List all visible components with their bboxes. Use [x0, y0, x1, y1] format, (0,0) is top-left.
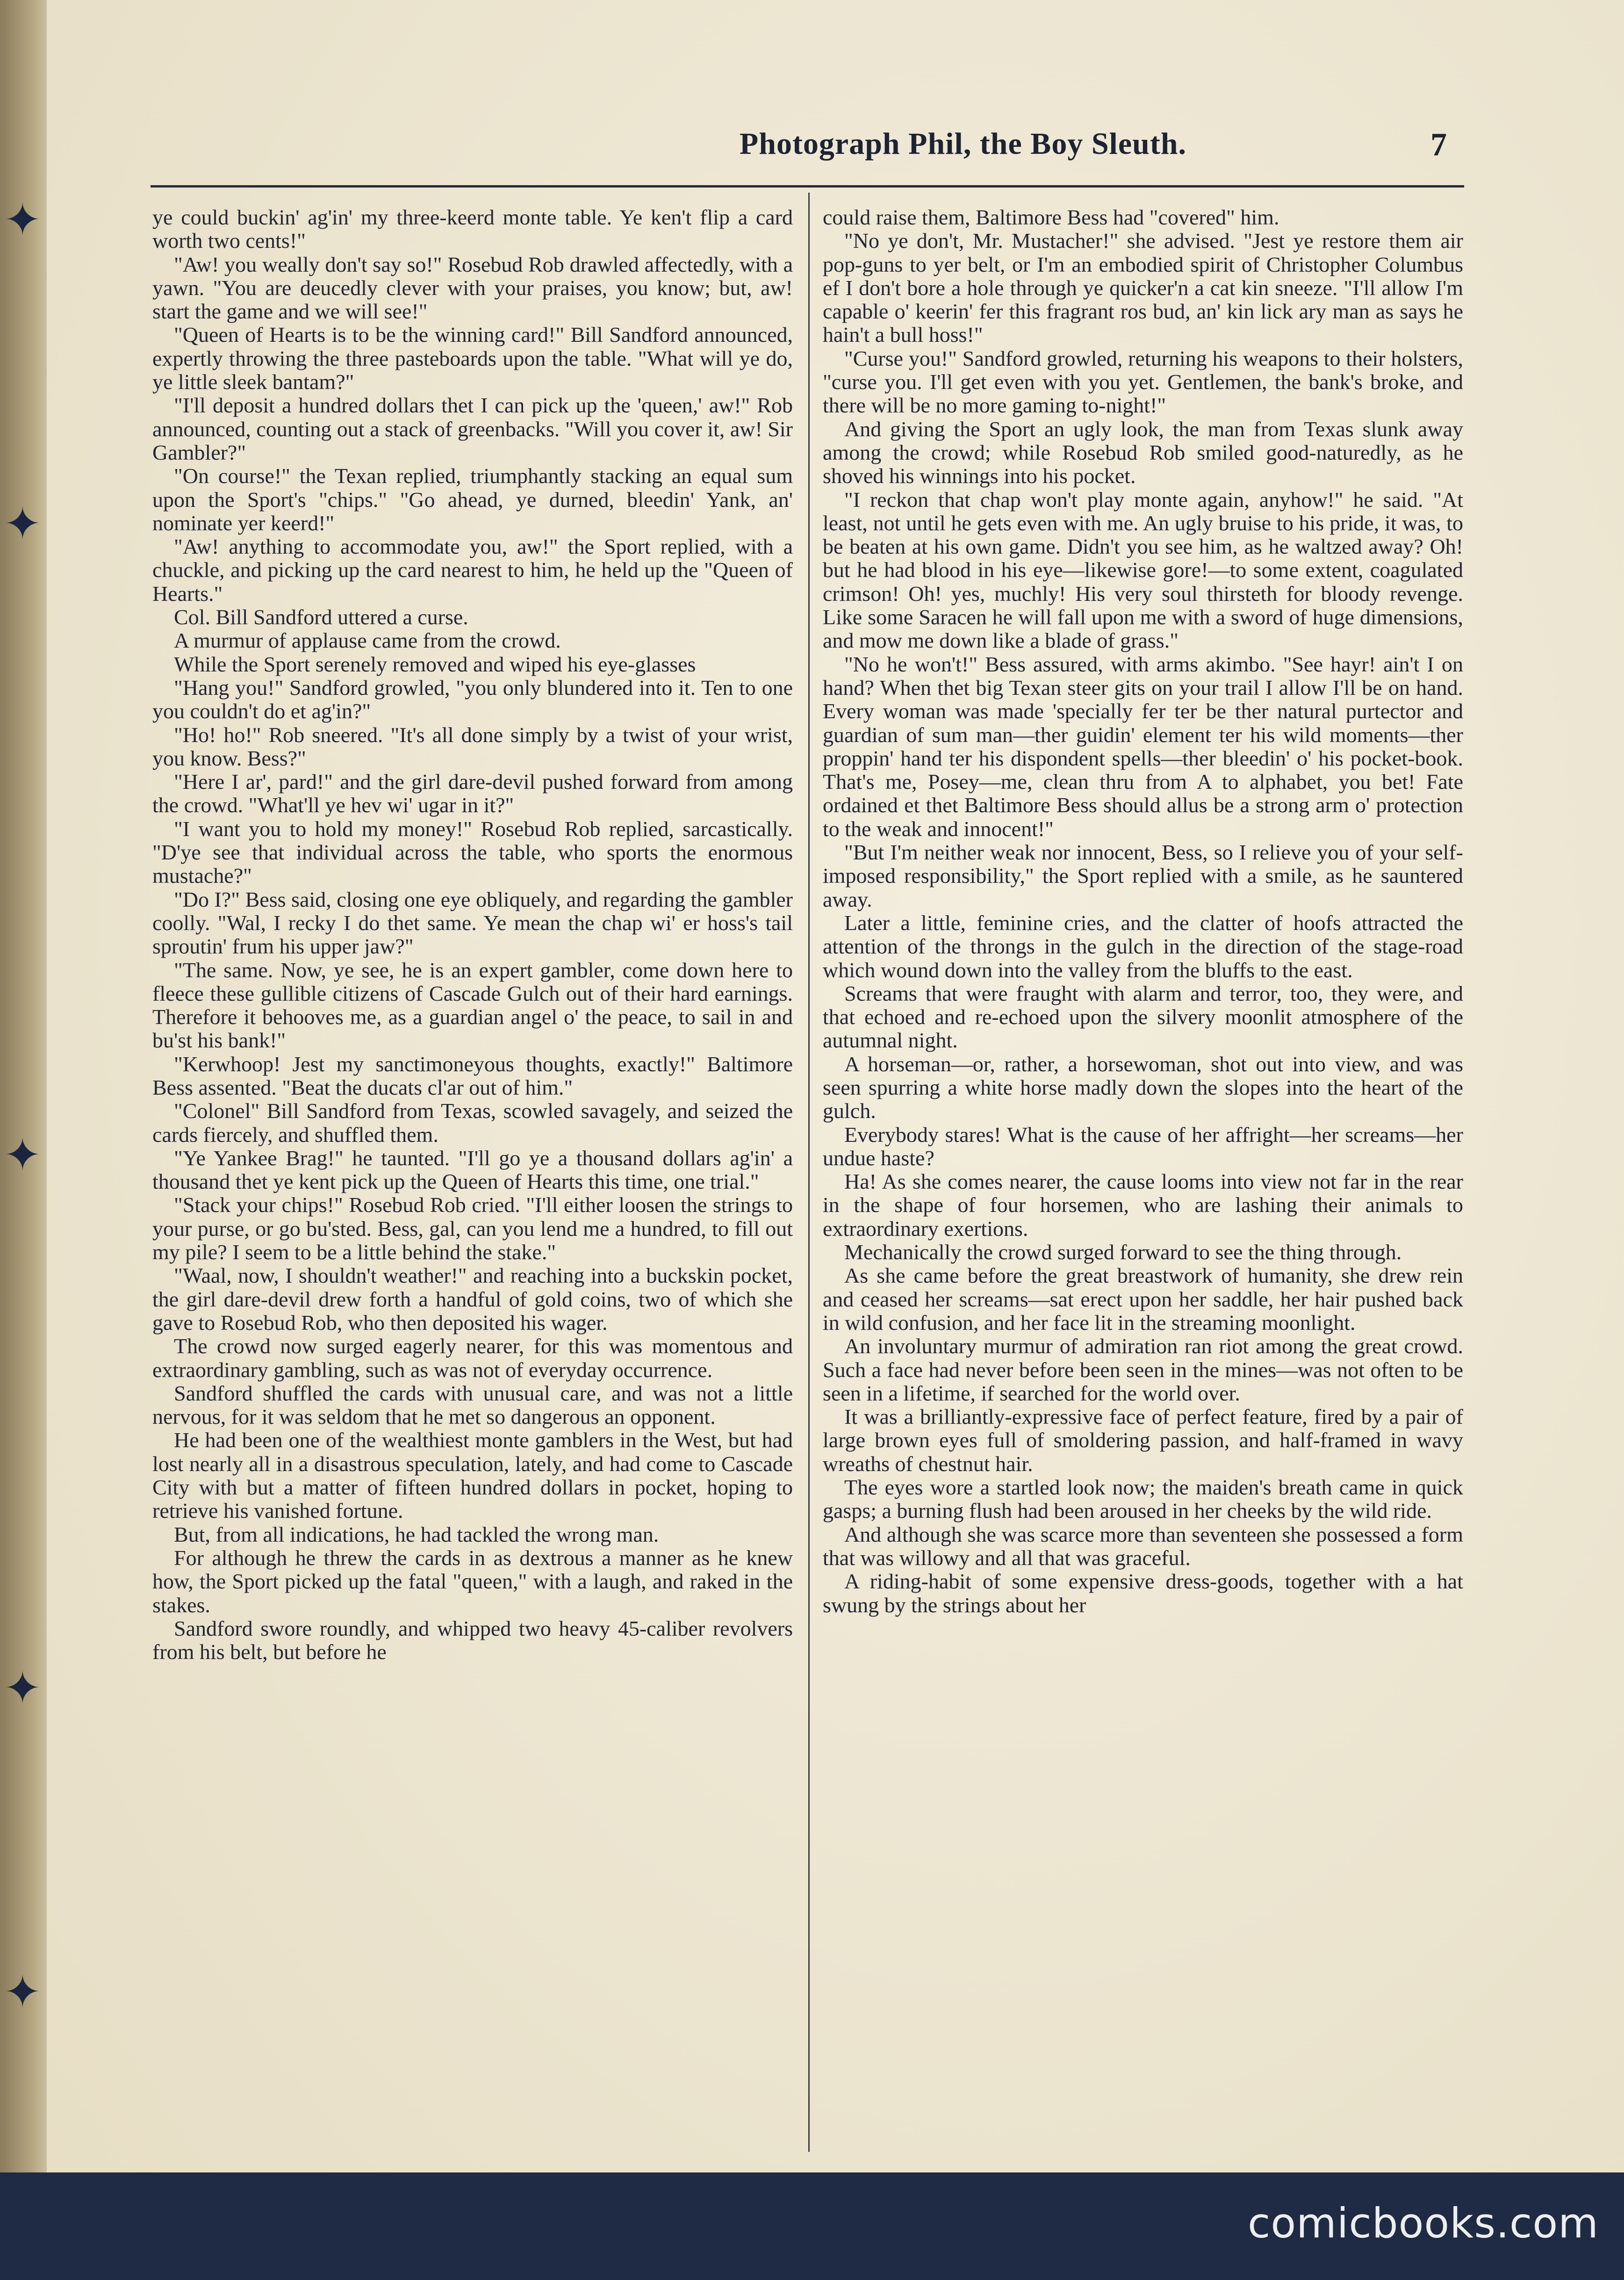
paragraph: "Stack your chips!" Rosebud Rob cried. "I'll either loosen the strings to your purse, or go bu'sted. Bess, gal, can you lend me a hundred, to fill out my pile? I seem to be a little behind the stake.": [152, 1193, 793, 1264]
paragraph: "Aw! anything to accommodate you, aw!" the Sport replied, with a chuckle, and picking up the card nearest to him, he held up the "Queen of Hearts.": [152, 534, 793, 606]
paragraph: "Kerwhoop! Jest my sanctimoneyous thoughts, exactly!" Baltimore Bess assented. "Beat the ducats cl'ar out of him.": [152, 1052, 793, 1099]
paragraph: "Curse you!" Sandford growled, returning his weapons to their holsters, "curse you. I'll get even with you yet. Gentlemen, the bank's broke, and there will be no more gaming to-night!": [823, 346, 1463, 418]
paragraph: "No ye don't, Mr. Mustacher!" she advised. "Jest ye restore them air pop-guns to yer belt, or I'm an embodied spirit of Christopher Columbus ef I don't bore a hole through ye quicker'n a cat kin sneeze. "I'll allow I'm capable o' keerin' fer this fragrant ros bud, an' kin lick ary man as says he hain't a bull hoss!": [823, 229, 1463, 347]
paragraph: He had been one of the wealthiest monte gamblers in the West, but had lost nearly all in a disastrous speculation, lately, and had come to Cascade City with but a matter of fifteen hundred dollars in pocket, hoping to retrieve his vanished fortune.: [152, 1428, 793, 1523]
binding-hole-icon: ✦: [4, 194, 42, 246]
paragraph: could raise them, Baltimore Bess had "covered" him.: [823, 206, 1279, 229]
paragraph: A horseman—or, rather, a horsewoman, shot out into view, and was seen spurring a white horse madly down the slopes into the heart of the gulch.: [823, 1052, 1463, 1123]
binding-hole-icon: ✦: [4, 1966, 42, 2018]
paragraph: Sandford swore roundly, and whipped two heavy 45-caliber revolvers from his belt, but before he: [152, 1616, 793, 1664]
column-divider: [808, 193, 810, 2152]
paragraph: "Waal, now, I shouldn't weather!" and reaching into a buckskin pocket, the girl dare-devil drew forth a handful of gold coins, two of which she gave to Rosebud Rob, who then deposited his wager.: [152, 1263, 793, 1335]
paragraph: "Do I?" Bess said, closing one eye obliquely, and regarding the gambler coolly. "Wal, I recky I do thet same. Ye mean the chap wi' er hoss's tail sproutin' frum his upper jaw?": [152, 887, 793, 959]
paragraph: "I reckon that chap won't play monte again, anyhow!" he said. "At least, not until he gets even with me. An ugly bruise to his pride, it was, to be beaten at his own game. Didn't you see him, as he waltzed away? Oh! but he had blood in his eye—likewise gore!—to some extent, coagulated crimson! Oh! yes, muchly! His very soul thirsteth for bloody revenge. Like some Saracen he will fall upon me with a sword of huge dimensions, and mow me down like a blade of grass.": [823, 487, 1463, 653]
header-rule: [151, 185, 1464, 188]
binding-hole-icon: ✦: [4, 1129, 42, 1181]
paragraph: ye could buckin' ag'in' my three-keerd monte table. Ye ken't flip a card worth two cents!": [152, 206, 793, 253]
paragraph: "The same. Now, ye see, he is an expert gambler, come down here to fleece these gullible citizens of Cascade Gulch out of their hard earnings. Therefore it behooves me, as a guardian angel o' the peace, to sail in and bu'st his bank!": [152, 958, 793, 1053]
paragraph: And although she was scarce more than seventeen she possessed a form that was willowy and all that was graceful.: [823, 1522, 1463, 1570]
paragraph: "Here I ar', pard!" and the girl dare-devil pushed forward from among the crowd. "What'll ye hev wi' ugar in it?": [152, 770, 793, 817]
left-text-column: [152, 206, 793, 2156]
right-text-column: [823, 206, 1463, 2156]
paragraph: "No he won't!" Bess assured, with arms akimbo. "See hayr! ain't I on hand? When thet big Texan steer gits on your trail I allow I'll be on hand. Every woman was made 'specially fer ter be ther natural purtector and guardian of sum man—ther guidin' element ter his wild moments—ther proppin' hand ter his dispondent spells—ther bleedin' o' his pocket-book. That's me, Posey—me, clean thru from A to alphabet, you bet! Fate ordained et thet Baltimore Bess should allus be a strong arm o' protection to the weak and innocent!": [823, 652, 1463, 841]
paragraph: "Colonel" Bill Sandford from Texas, scowled savagely, and seized the cards fiercely, and shuffled them.: [152, 1099, 793, 1147]
paragraph: It was a brilliantly-expressive face of perfect feature, fired by a pair of large brown eyes full of smoldering passion, and half-framed in wavy wreaths of chestnut hair.: [823, 1405, 1463, 1476]
paragraph: A riding-habit of some expensive dress-goods, together with a hat swung by the strings about her: [823, 1569, 1463, 1617]
paragraph: Screams that were fraught with alarm and terror, too, they were, and that echoed and re-echoed upon the silvery moonlit atmosphere of the autumnal night.: [823, 981, 1463, 1053]
page-number: 7: [1430, 127, 1447, 163]
paragraph: "On course!" the Texan replied, triumphantly stacking an equal sum upon the Sport's "chips." "Go ahead, ye durned, bleedin' Yank, an' nominate yer keerd!": [152, 464, 793, 535]
paragraph: "But I'm neither weak nor innocent, Bess, so I relieve you of your self-imposed responsibility," the Sport replied with a smile, as he sauntered away.: [823, 840, 1463, 911]
site-watermark: comicbooks.com: [1247, 2199, 1599, 2247]
running-head-title: Photograph Phil, the Boy Sleuth.: [739, 127, 1187, 161]
paragraph: While the Sport serenely removed and wiped his eye-glasses: [174, 652, 696, 676]
binding-hole-icon: ✦: [4, 498, 42, 550]
paragraph: And giving the Sport an ugly look, the man from Texas slunk away among the crowd; while Rosebud Rob smiled good-naturedly, as he shoved his winnings into his pocket.: [823, 417, 1463, 488]
paragraph: For although he threw the cards in as dextrous a manner as he knew how, the Sport picked up the fatal "queen," with a laugh, and raked in the stakes.: [152, 1545, 793, 1617]
paragraph: Everybody stares! What is the cause of her affright—her screams—her undue haste?: [823, 1122, 1463, 1170]
paragraph: "Ye Yankee Brag!" he taunted. "I'll go ye a thousand dollars ag'in' a thousand thet ye kent pick up the Queen of Hearts this time, one trial.": [152, 1146, 793, 1194]
paragraph: Col. Bill Sandford uttered a curse.: [174, 605, 468, 629]
paragraph: The crowd now surged eagerly nearer, for this was momentous and extraordinary gambling, such as was not of everyday occurrence.: [152, 1334, 793, 1382]
paragraph: Sandford shuffled the cards with unusual care, and was not a little nervous, for it was seldom that he met so dangerous an opponent.: [152, 1381, 793, 1429]
paragraph: "Aw! you weally don't say so!" Rosebud Rob drawled affectedly, with a yawn. "You are deucedly clever with your praises, you know; but, aw! start the game and we will see!": [152, 252, 793, 324]
paragraph: Later a little, feminine cries, and the clatter of hoofs attracted the attention of the throngs in the gulch in the direction of the stage-road which wound down into the valley from the bluffs to the east.: [823, 910, 1463, 982]
paragraph: As she came before the great breastwork of humanity, she drew rein and ceased her screams—sat erect upon her saddle, her hair pushed back in wild confusion, and her face lit in the streaming moonlight.: [823, 1263, 1463, 1335]
paragraph: A murmur of applause came from the crowd.: [174, 628, 561, 653]
paragraph: But, from all indications, he had tackled the wrong man.: [174, 1522, 659, 1546]
paragraph: Ha! As she comes nearer, the cause looms into view not far in the rear in the shape of four horsemen, who are lashing their animals to extraordinary exertions.: [823, 1169, 1463, 1241]
paragraph: An involuntary murmur of admiration ran riot among the great crowd. Such a face had never before been seen in the mines—was not often to be seen in a lifetime, if searched for the world over.: [823, 1334, 1463, 1405]
paragraph: "I'll deposit a hundred dollars thet I can pick up the 'queen,' aw!" Rob announced, counting out a stack of greenbacks. "Will you cover it, aw! Sir Gambler?": [152, 393, 793, 464]
paragraph: "Hang you!" Sandford growled, "you only blundered into it. Ten to one you couldn't do et ag'in?": [152, 675, 793, 723]
paragraph: "Ho! ho!" Rob sneered. "It's all done simply by a twist of your wrist, you know. Bess?": [152, 722, 793, 770]
paragraph: "I want you to hold my money!" Rosebud Rob replied, sarcastically. "D'ye see that individual across the table, who sports the enormous mustache?": [152, 816, 793, 888]
binding-hole-icon: ✦: [4, 1662, 42, 1714]
paragraph: The eyes wore a startled look now; the maiden's breath came in quick gasps; a burning flush had been aroused in her cheeks by the wild ride.: [823, 1475, 1463, 1523]
paragraph: Mechanically the crowd surged forward to see the thing through.: [844, 1240, 1402, 1264]
paragraph: "Queen of Hearts is to be the winning card!" Bill Sandford announced, expertly throwing the three pasteboards upon the table. "What will ye do, ye little sleek bantam?": [152, 323, 793, 394]
